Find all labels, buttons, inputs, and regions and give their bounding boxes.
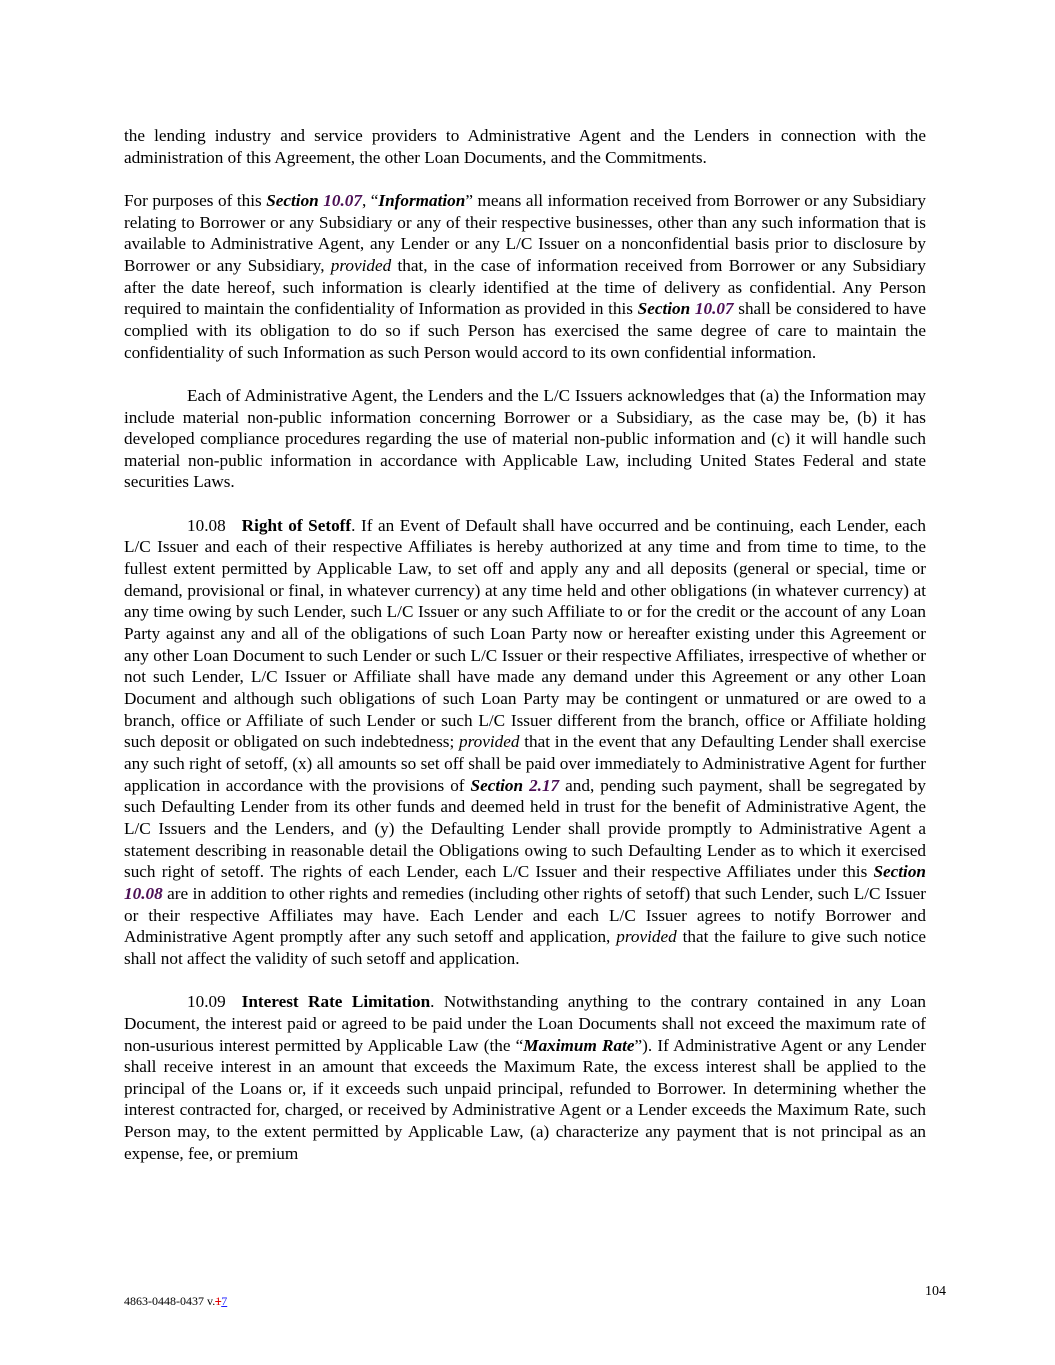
text-run: the lending industry and service providers to Administrative Agent and the Lenders in connection with the administration of this Agreement, the other Loan Documents, and the Commitments.	[124, 126, 926, 167]
paragraph	[124, 515, 926, 970]
section-heading: Right of Setoff	[241, 515, 352, 535]
text-run: ”). If Administrative Agent or any Lender shall receive interest in an amount that exceeds the Maximum Rate, the excess interest shall be applied to the principal of the Loans or, if it exceeds such unpaid principal, refunded to Borrower. In determining whether the interest contracted for, charged, or received by Administrative Agent or a Lender exceeds the Maximum Rate, such Person may, to the extent permitted by Applicable Law, (a) characterize any payment that is not principal as an expense, fee, or premium	[124, 1035, 926, 1163]
text-run: . If an Event of Default shall have occurred and be continuing, each Lender, each L/C Issuer and each of their respective Affiliates is hereby authorized at any time and from time to time, to the fullest extent permitted by Applicable Law, to set off and apply any and all deposits (general or special, time or demand, provisional or final, in whatever currency) at any time held and other obligations (in whatever currency) at any time owing by such Lender, such L/C Issuer or any such Affiliate to or for the credit or the account of any Loan Party against any and all of the obligations of such Loan Party now or hereafter existing under this Agreement or any other Loan Document to such Lender or such L/C Issuer or their respective Affiliates, irrespective of whether or not such Lender, L/C Issuer or Affiliate shall have made any demand under this Agreement or any other Loan Document and although such obligations of such Loan Party may be contingent or unmatured or are owed to a branch, office or Affiliate of such Lender or such L/C Issuer different from the branch, office or Affiliate holding such deposit or obligated on such indebtedness;	[124, 515, 926, 752]
paragraph	[124, 385, 926, 493]
document-id: 4863-0448-0437 v.	[124, 1294, 216, 1308]
reference-word: Section	[470, 775, 530, 795]
italic-text: provided	[616, 927, 677, 947]
text-run: and, pending such payment, shall be segregated by such Defaulting Lender from its other funds and deemed held in trust for the benefit of Administrative Agent, the L/C Issuers and the Lenders, and (y) the Defaulting Lender shall provide promptly to Administrative Agent a statement describing in reasonable detail the Obligations owing to such Defaulting Lender as to which it exercised such right of setoff. The rights of each Lender, each L/C Issuer and their respective Affiliates under this	[124, 775, 926, 882]
paragraph	[124, 190, 926, 363]
reference-number: 10.07	[694, 299, 734, 319]
italic-text: provided	[459, 732, 520, 752]
defined-term: Information	[378, 190, 466, 210]
section-heading: Interest Rate Limitation	[241, 992, 431, 1012]
text-run: Each of Administrative Agent, the Lenders and the L/C Issuers acknowledges that (a) the Information may include material non-public information concerning Borrower or a Subsidiary, as the case may be, (b) it has developed compliance procedures regarding the use of material non-public information and (c) it will handle such material non-public information in accordance with Applicable Law, including United States Federal and state securities Laws.	[124, 385, 926, 492]
paragraph	[124, 125, 926, 168]
section-reference	[266, 191, 362, 210]
text-run: ” means all information received from Borrower or any Subsidiary relating to Borrower or any Subsidiary or any of their respective businesses, other than any such information that is available to Administrative Agent, any Lender or any L/C Issuer on a nonconfidential basis prior to disclosure by Borrower or any Subsidiary,	[124, 190, 926, 275]
reference-number: 2.17	[529, 775, 560, 795]
text-run: that the failure to give such notice shall not affect the validity of such setoff and application.	[124, 927, 926, 968]
defined-term: Maximum Rate	[523, 1035, 635, 1055]
text-run: shall be considered to have complied with its obligation to do so if such Person has exercised the same degree of care to maintain the confidentiality of such Information as such Person would accord to its own confidential information.	[124, 299, 926, 362]
reference-word: Section	[637, 299, 695, 319]
text-run: , “	[361, 190, 379, 210]
section-reference	[471, 776, 560, 795]
version-inserted: 7	[221, 1294, 228, 1308]
text-run: 10.08	[187, 515, 226, 535]
italic-text: provided	[330, 255, 392, 275]
text-run: that in the event that any Defaulting Lender shall exercise any such right of setoff, (x) all amounts so set off shall be paid over immediately to Administrative Agent for further application in accordance with the provisions of	[124, 732, 927, 795]
text-run: For purposes of this	[124, 190, 267, 210]
text-run: that, in the case of information received from Borrower or any Subsidiary after the date hereof, such information is clearly identified at the time of delivery as confidential. Any Person required to maintain the confidentiality of Information as provided in this	[124, 255, 927, 319]
document-body	[124, 125, 926, 1186]
reference-word: Section	[266, 190, 324, 210]
reference-number: 10.08	[124, 883, 163, 903]
paragraph	[124, 991, 926, 1164]
text-run: 10.09	[187, 992, 226, 1012]
text-run: are in addition to other rights and remedies (including other rights of setoff) that such Lender, such L/C Issuer or their respective Affiliates may have. Each Lender and each L/C Issuer agrees to notify Borrower and Administrative Agent promptly after any such setoff and application,	[124, 883, 926, 947]
version-deleted: 1	[215, 1294, 222, 1308]
reference-number: 10.07	[323, 190, 362, 210]
page-number: 104	[925, 1284, 946, 1299]
reference-word: Section	[873, 862, 926, 882]
text-run: . Notwithstanding anything to the contrary contained in any Loan Document, the interest paid or agreed to be paid under the Loan Documents shall not exceed the maximum rate of non-usurious interest permitted by Applicable Law (the “	[124, 992, 926, 1055]
section-reference	[638, 299, 734, 318]
document-id-footer	[124, 1294, 227, 1309]
